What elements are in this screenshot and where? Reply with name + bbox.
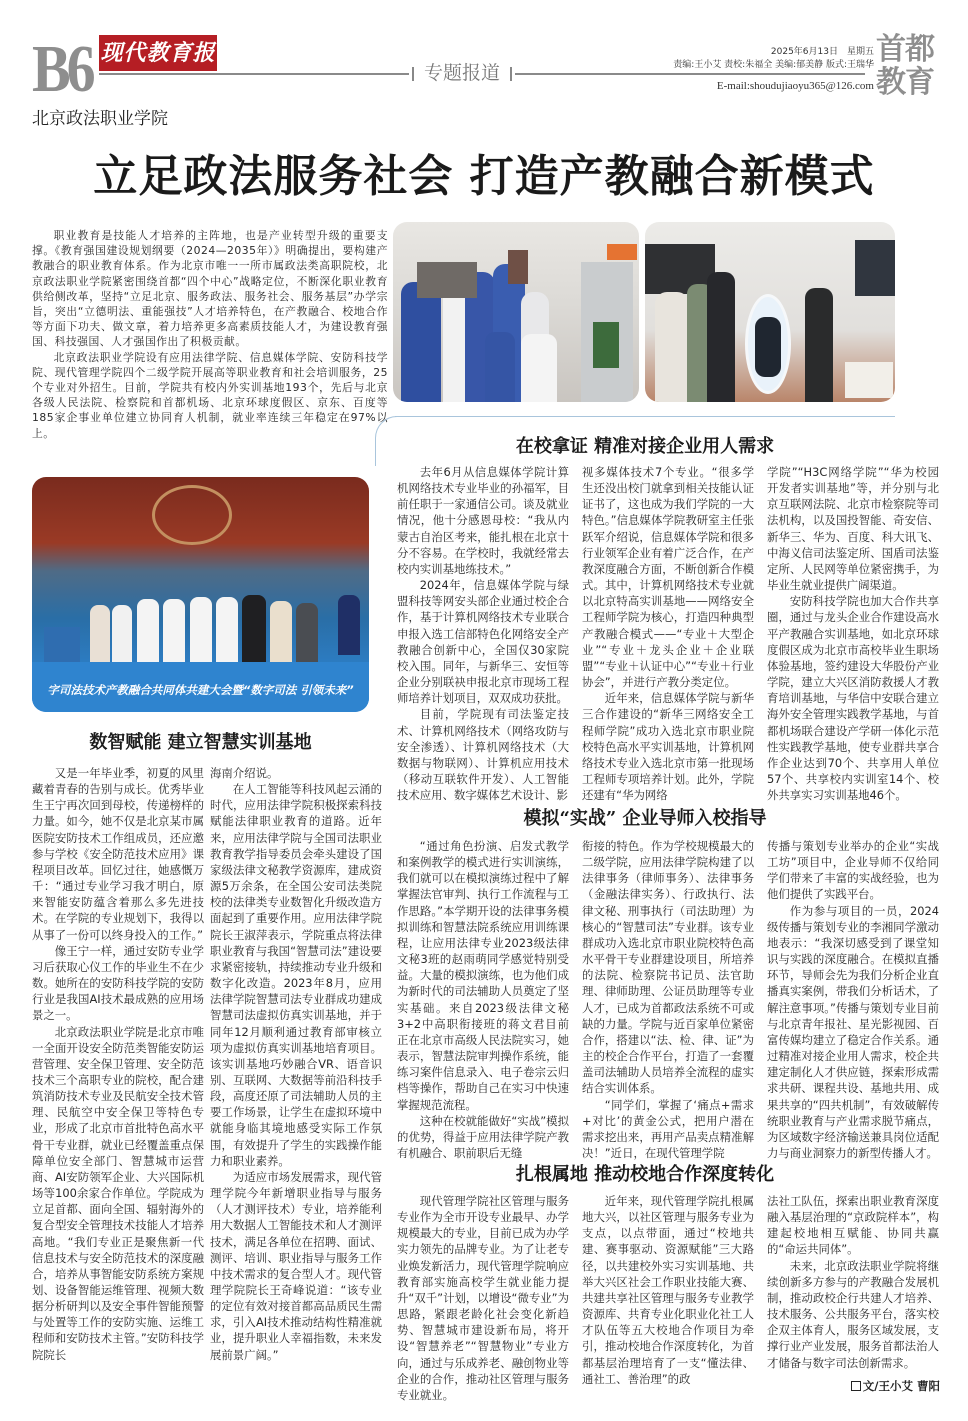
paragraph: “同学们，掌握了‘痛点+需求+对比’的黄金公式，把用户潜在需求挖出来，再用产品卖点精准解决！”近日，在现代管理学院: [582, 1097, 754, 1160]
section-tag: 专题报道: [410, 60, 514, 86]
paragraph: 法社工队伍，探索出职业教育深度融入基层治理的“京政院样本”，构建起校地相互赋能、协同共赢的“命运共同体”。: [767, 1194, 939, 1257]
paragraph: 海南介绍说。: [210, 766, 279, 780]
section-4-column-1: [397, 1193, 569, 1403]
paragraph: 现代管理学院社区管理与服务专业作为全市开设专业最早、办学规模最大的专业，目前已成为办学实力领先的品牌专业。为了让老专业焕发新活力，现代管理学院响应教育部实施高校学生就业能力提升“双千”计划，以增设“微专业”为思路，紧跟老龄化社会变化新趋势、智慧城市建设新布局，将开设“智慧养老”“智慧物业”专业方向，通过与乐成养老、融创物业等企业的合作，推动社区管理与服务专业就业。: [397, 1194, 569, 1402]
byline-text: 文/王小艾 曹阳: [862, 1379, 940, 1393]
paragraph: 近年来，信息媒体学院与新华三合作建设的“新华三网络安全工程师学院”成功入选北京市职业院校特色高水平实训基地，计算机网络技术专业入选北京市第一批现场工程师专项培养计划。此外，学院还建有“华为网络: [582, 691, 754, 803]
page-number: B6: [32, 31, 92, 107]
intro-paragraph: 职业教育是技能人才培养的主阵地，也是产业转型升级的重要支撑。《教育强国建设规划纲要（2024—2035年）》明确提出，要构建产教融合的职业教育体系。作为北京市唯一一所市属政法类高职院校，北京政法职业学院紧密围绕首都“四个中心”战略定位，不断深化职业教育供给侧改革，坚持“立足北京、服务政法、服务社会、服务基层”办学宗旨，突出“立德明法、重能强技”人才培养特色，在产教融合、校地合作等方面下功夫、做文章，着力培养更多高素质技能人才，为建设教育强国、科技强国、人才强国作出了积极贡献。: [32, 229, 388, 349]
paragraph: 视多媒体技术7个专业。“很多学生还没出校门就拿到相关技能认证证书了，这也成为我们学院的一大特色。”信息媒体学院教研室主任张跃军介绍说，信息媒体学院和很多行业领军企业有着广泛合作，在产教深度融合方面，不断创新合作模式。其中，计算机网络技术专业就以北京特高实训基地——网络安全工程师学院为核心，打造四种典型产教融合模式——“专业＋大型企业”“专业＋龙头企业＋企业联盟”“专业＋认证中心”“专业＋行业协会”，并进行产教分类定位。: [582, 465, 754, 690]
newspaper-logo: 现代教育报: [99, 35, 217, 71]
section-heading: 扎根属地 推动校地合作深度转化: [515, 1164, 775, 1185]
section-4-column-2: [582, 1193, 754, 1387]
section-3-column-3: [767, 838, 939, 1161]
paragraph: 学院”“H3C网络学院”“华为校园开发者实训基地”等，并分别与北京互联网法院、北京市检察院等司法机构，以及国投智能、奇安信、新华三、华为、百度、科大讯飞、中海义信司法鉴定所、国盾司法鉴定所、人民网等单位紧密携手，为毕业生就业提供广阔渠道。: [767, 465, 939, 593]
paragraph: 传播与策划专业举办的企业“实战工坊”项目中，企业导师不仅给同学们带来了丰富的实战经验，也为他们提供了实践平台。: [767, 839, 939, 902]
section-1-column-2: [210, 765, 382, 1363]
paragraph: 目前，学院现有司法鉴定技术、计算机网络技术（网络攻防与安全渗透）、计算机网络技术（大数据与物联网）、计算机应用技术（移动互联软件开发）、人工智能技术应用、数字媒体艺术设计、影: [397, 707, 569, 803]
contact-email: E-mail:shoudujiaoyu365@126.com: [716, 80, 874, 92]
stage-banner-text: 字司法技术产教融合共同体共建大会暨“数字司法 引领未来”: [47, 683, 354, 697]
section-2-column-1: [397, 464, 569, 803]
paragraph: 近年来，现代管理学院扎根属地大兴，以社区管理与服务专业为支点，以点带面，通过“校地共建、赛事驱动、资源赋能”三大路径，以共建校外实习实训基地、共举大兴区社会工作职业技能大赛、共建共享社区管理与服务专业教学资源库、共育专业化职业化社工人才队伍等五大校地合作项目为牵引，推动校地合作深度转化，为首都基层治理培育了一支“懂法律、通社工、善治理”的政: [582, 1194, 754, 1386]
article-headline: 立足政法服务社会 打造产教融合新模式: [93, 151, 875, 202]
section-1-column-1: [32, 765, 204, 1363]
photo-launch-ceremony: [32, 477, 369, 712]
section-3-column-2: [582, 838, 754, 1161]
issue-date: 2025年6月13日 星期五: [770, 47, 874, 57]
intro-paragraph: 北京政法职业学院设有应用法律学院、信息媒体学院、安防科技学院、现代管理学院四个二级学院开展高等职业教育和社会培训服务，25个专业对外招生。目前，学院共有校内外实训基地193个，先后与北京各级人民法院、检察院和首都机场、北京环球度假区、京东、百度等185家企事业单位建立协同育人机制，就业率连续三年稳定在97%以上。: [32, 350, 388, 440]
section-2-column-3: [767, 464, 939, 803]
section-heading: 模拟“实战” 企业导师入校指导: [523, 808, 767, 829]
section-brand: [876, 33, 946, 99]
masthead-rule-right: [515, 73, 865, 75]
section-2-column-2: [582, 464, 754, 803]
byline-box-icon: [851, 1381, 861, 1391]
paragraph: 未来，北京政法职业学院将继续创新多方参与的产教融合发展机制，推动政校企行共建人才培养、技术服务、公共服务平台，落实校企双主体育人，服务区域发展，支撑行业产业发展，服务首都法治人才储备与数字司法创新需求。: [767, 1258, 939, 1370]
paragraph: “通过角色扮演、启发式教学和案例教学的模式进行实训演练，我们就可以在模拟演练过程中了解掌握法官审判、执行工作流程与工作思路。”本学期开设的法律事务模拟训练和智慧法院系统应用训练课程，让应用法律专业2023级法律文秘3班的赵雨萌同学感觉特别受益。大量的模拟演练，也为他们成为新时代的司法辅助人员奠定了坚实基础。来自2023级法律文秘3+2中高职衔接班的蒋文君目前正在北京市高级人民法院实习，她表示，智慧法院审判操作系统，能练习案件信息录入、电子卷宗云归档等操作，帮助自己在实习中快速掌握规范流程。: [397, 839, 569, 1112]
paragraph: 北京政法职业学院是北京市唯一全面开设安全防范类智能安防运营管理、安全保卫管理、安全防范技术三个高职专业的院校，配合建筑消防技术专业及民航安全技术管理、民航空中安全保卫等特色专业，形成了北京市首批特色高水平骨干专业群，就业已经覆盖重点保障单位安全部门、智慧城市运营商、AI安防领军企业、大兴国际机场等100余家合作单位。学院成为立足首都、面向全国、辐射海外的复合型安全管理技术技能人才培养高地。“我们专业正是聚焦新一代信息技术与安全防范技术的深度融合，培养从事智能安防系统方案规划、设备智能运维管理、视频大数据分析研判以及安全事件智能预警与处置等工作的安防实施、运维工程师和安防技术主管。”安防科技学院院长: [32, 1024, 204, 1362]
section-heading: 数智赋能 建立智慧实训基地: [89, 732, 312, 753]
section-4-column-3: [767, 1193, 939, 1371]
paragraph: 作为参与项目的一员，2024级传播与策划专业的李湘同学激动地表示：“我深切感受到了课堂知识与实践的深度融合。在模拟直播环节，导师会先为我们分析企业直播真实案例，带我们分析话术，了解注意事项。”传播与策划专业目前与北京青年报社、星光影视园、百富传媒均建立了稳定合作关系。通过精准对接企业用人需求，校企共建定制化人才供应链，探索形成需求共研、课程共设、基地共用、成果共享的“四共机制”，有效破解传统职业教育与产业需求脱节痛点，为区域数字经济输送兼具岗位适配力与商业洞察力的新型传播人才。: [767, 903, 939, 1160]
photo-vr-training-room: [645, 222, 895, 402]
paragraph: 在人工智能等科技风起云涌的时代，应用法律学院积极探索科技赋能法律职业教育的道路。近年来，应用法律学院与全国司法职业教育教学指导委员会牵头建设了国家级法律文秘教学资源库，建成资源5万余条，在全国公安司法类院校的法律类专业数智化升级改造方面起到了重要作用。应用法律学院院长王淑萍表示，学院重点将法律职业教育与我国“智慧司法”建设要求紧密接轨，持续推动专业升级和数字化改造。2023年8月，应用法律学院智慧司法专业群成功建成智慧司法虚拟仿真实训基地，并于同年12月顺利通过教育部审核立项为虚拟仿真实训基地培育项目。该实训基地巧妙融合VR、语音识别、互联网、大数据等前沿科技手段，高度还原了司法辅助人员的主要工作场景，让学生在虚拟环境中就能身临其境地感受实际工作氛围，有效提升了学生的实践操作能力和职业素养。: [210, 782, 382, 1168]
section-heading: 在校拿证 精准对接企业用人需求: [515, 436, 775, 457]
paragraph: 2024年，信息媒体学院与绿盟科技等网安头部企业通过校企合作，基于计算机网络技术专业联合申报入选工信部特色化网络安全产教融合创新中心，全国仅30家院校入围。同年，与新华三、安恒等企业分别联袂申报北京市现场工程师培养计划项目，双双成功获批。: [397, 578, 569, 706]
paragraph: 衔接的特色。作为学校规模最大的二级学院，应用法律学院构建了以法律事务（律师事务）、法律事务（金融法律实务）、行政执行、法律文秘、刑事执行（司法助理）为核心的“智慧司法”专业群。该专业群成功入选北京市职业院校特色高水平骨干专业群建设项目，所培养的法院、检察院书记员、法官助理、律师助理、公证员助理等专业人才，已成为首都政法系统不可或缺的力量。学院与近百家单位紧密合作，搭建以“法、检、律、证”为主的校企合作平台，打造了一套覆盖司法辅助人员培养全流程的虚实结合实训体系。: [582, 839, 754, 1096]
photo-students-network-lab: [393, 222, 639, 402]
article-kicker: 北京政法职业学院: [32, 109, 168, 129]
section-3-column-1: [397, 838, 569, 1161]
paragraph: 为适应市场发展需求，现代管理学院今年新增职业指导与服务（人才测评技术）专业，培养能利用大数据人工智能技术和人才测评技术，满足各单位在招聘、面试、测评、培训、职业指导与服务工作中技术需求的复合型人才。现代管理学院院长王奇峰说道：“该专业的定位有效对接首都高品质民生需求，引入AI技术推动结构性精准就业，提升职业人幸福指数，未来发展前景广阔。”: [210, 1169, 382, 1362]
editor-credits: 责编:王小艾 责校:朱福全 美编:郁美静 版式:王瑞华: [673, 60, 874, 70]
brand-line-1: 首都: [876, 32, 934, 67]
article-intro: [32, 228, 388, 441]
brand-line-2: 教育: [876, 65, 934, 100]
article-byline: [851, 1378, 940, 1394]
paragraph: 安防科技学院也加大合作共享圈，通过与龙头企业合作建设高水平产教融合实训基地，如北京环球度假区成为北京市高校毕业生职场体验基地，签约建设大华股份产业学院，建立大兴区消防救援人才教育培训基地，与华信中安联合建立海外安全管理实践教学基地，与首都机场联合建设产学研一体化示范性实践教学基地，使专业群共享合作企业达到70个、共享用人单位57个、共享校内实训室14个、校外共享实习实训基地46个。: [767, 594, 939, 803]
paragraph: 又是一年毕业季，初夏的风里藏着青春的告别与成长。优秀毕业生王宁再次回到母校，传递榜样的力量。如今，她不仅是北京某市属医院安防技术工作组成员，还应邀参与学校《安全防范技术应用》课程项目改革。回忆过往，她感慨万千：“通过专业学习我才明白，原来智能安防蕴含着那么多先进技术。在学院的专业规划下，我得以从事了一份可以终身投入的工作。”: [32, 766, 204, 942]
paragraph: 这种在校就能做好“实战”模拟的优势，得益于应用法律学院产教有机融合、职前职后无缝: [397, 1113, 569, 1160]
decorative-accent-line: [395, 416, 895, 417]
paragraph: 去年6月从信息媒体学院计算机网络技术专业毕业的孙福军，目前任职于一家通信公司。谈及就业情况，他十分感恩母校：“我从内蒙古自治区考来，能扎根在北京十分不容易。在学校时，我就经常去校内实训基地练技术。”: [397, 465, 569, 576]
masthead-rule-left: [99, 73, 409, 75]
paragraph: 像王宁一样，通过安防专业学习后获取心仪工作的毕业生不在少数。她所在的安防科技学院的安防行业是我国AI技术最成熟的应用场景之一。: [32, 943, 204, 1023]
